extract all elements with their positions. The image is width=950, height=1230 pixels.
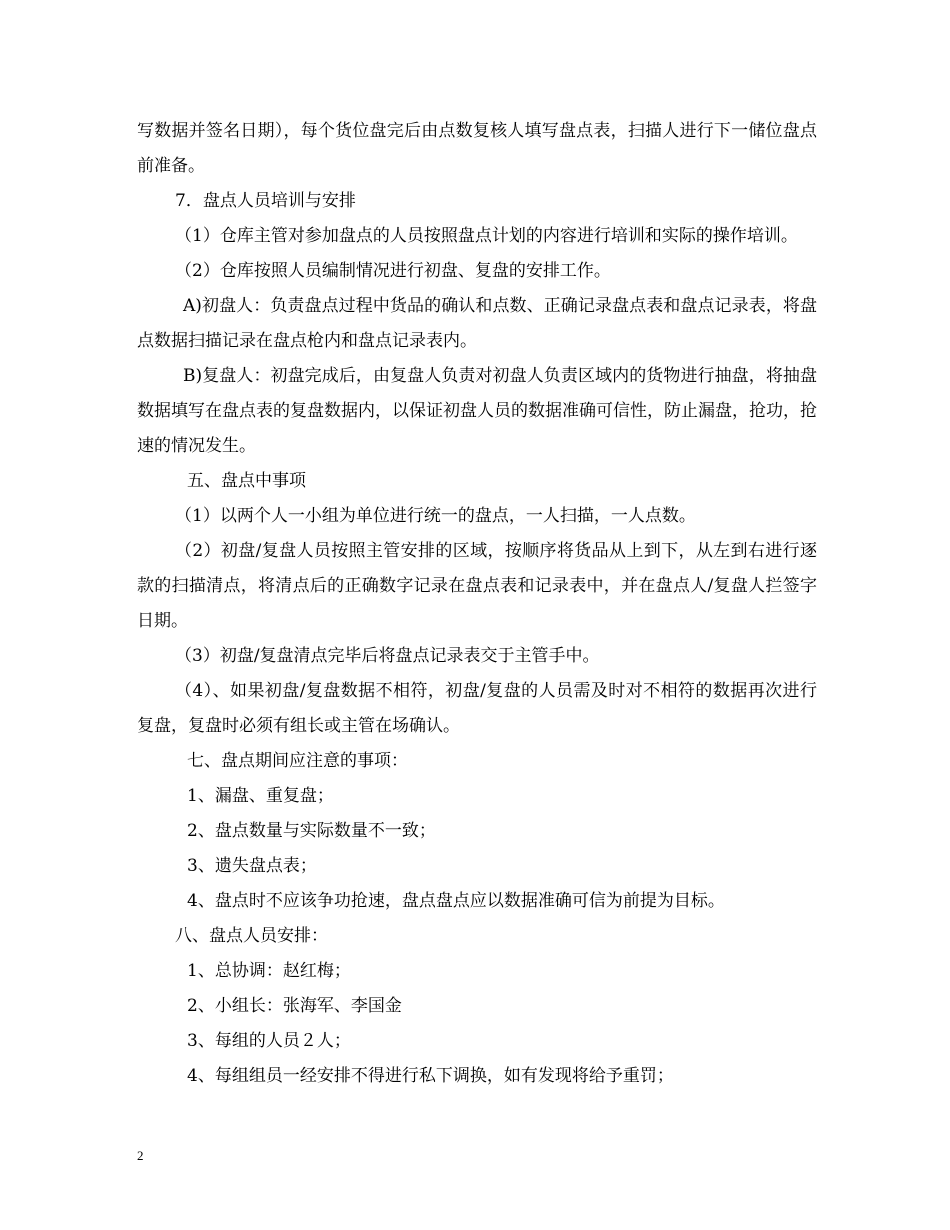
list-item: 1、总协调：赵红梅； <box>187 961 351 981</box>
paragraph-continuation: 写数据并签名日期），每个货位盘完后由点数复核人填写盘点表，扫描人进行下一储位盘点前准备。 <box>137 121 817 176</box>
heading-section-7: 7．盘点人员培训与安排 <box>175 191 356 211</box>
paragraph-initial-counter: A)初盘人：负责盘点过程中货品的确认和点数、正确记录盘点表和盘点记录表，将盘点数据扫描记录在盘点枪内和盘点记录表内。 <box>137 296 817 351</box>
paragraph-training-1: （1）仓库主管对参加盘点的人员按照盘点计划的内容进行培训和实际的操作培训。 <box>175 226 798 246</box>
list-item: 4、盘点时不应该争功抢速，盘点盘点应以数据准确可信为前提为目标。 <box>187 891 725 911</box>
list-item: 2、盘点数量与实际数量不一致； <box>187 821 436 841</box>
paragraph-counting-3: （3）初盘/复盘清点完毕后将盘点记录表交于主管手中。 <box>175 646 600 666</box>
paragraph-counting-4: （4）、如果初盘/复盘数据不相符，初盘/复盘的人员需及时对不相符的数据再次进行复盘，复盘时必须有组长或主管在场确认。 <box>137 681 817 736</box>
list-item: 1、漏盘、重复盘； <box>187 786 334 806</box>
paragraph-training-2: （2）仓库按照人员编制情况进行初盘、复盘的安排工作。 <box>175 261 611 281</box>
list-item: 4、每组组员一经安排不得进行私下调换，如有发现将给予重罚； <box>187 1066 674 1086</box>
heading-section-8: 八、盘点人员安排： <box>175 926 328 946</box>
list-item: 3、每组的人员２人； <box>187 1031 351 1051</box>
document-body <box>137 114 817 1094</box>
list-item: 2、小组长：张海军、李国金 <box>187 996 402 1016</box>
paragraph-counting-2: （2）初盘/复盘人员按照主管安排的区域，按顺序将货品从上到下，从左到右进行逐款的扫描清点，将清点后的正确数字记录在盘点表和记录表中，并在盘点人/复盘人拦签字日期。 <box>137 541 817 631</box>
paragraph-counting-1: （1）以两个人一小组为单位进行统一的盘点，一人扫描，一人点数。 <box>175 506 696 526</box>
page-number: 2 <box>137 1148 144 1163</box>
paragraph-recounter: B)复盘人：初盘完成后，由复盘人负责对初盘人负责区域内的货物进行抽盘，将抽盘数据填写在盘点表的复盘数据内，以保证初盘人员的数据准确可信性，防止漏盘，抢功，抢速的情况发生。 <box>137 366 817 456</box>
list-item: 3、遗失盘点表； <box>187 856 317 876</box>
heading-section-7-notes: 七、盘点期间应注意的事项： <box>187 751 408 771</box>
heading-section-5: 五、盘点中事项 <box>187 471 306 491</box>
